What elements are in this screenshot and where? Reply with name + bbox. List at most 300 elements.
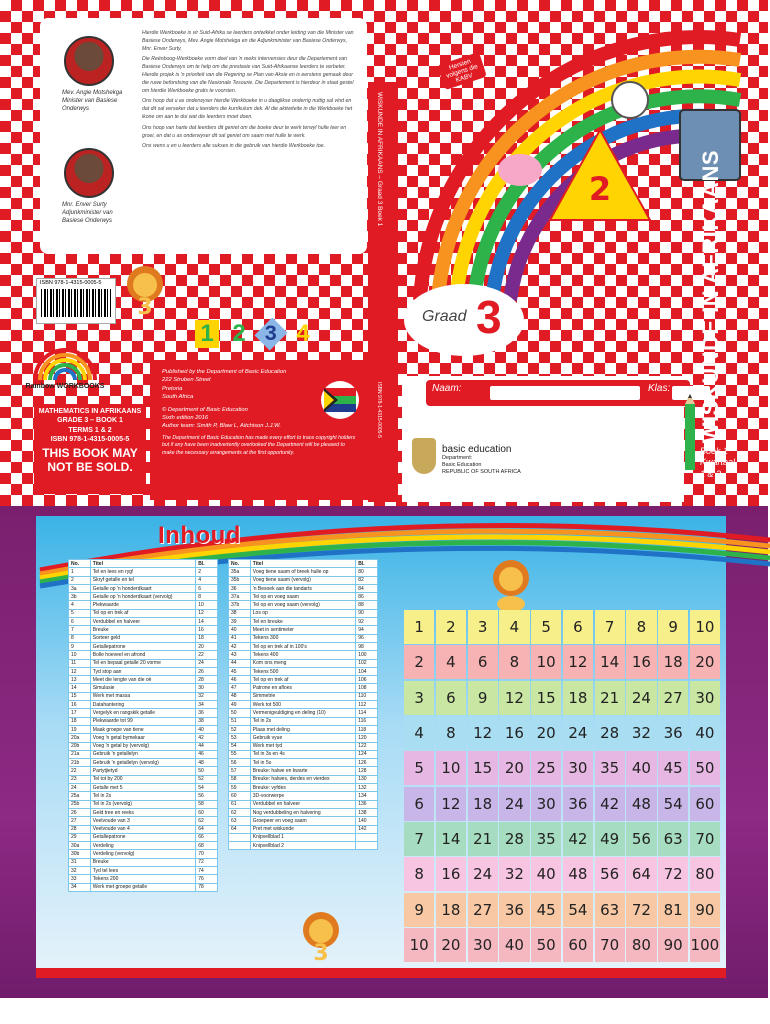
contents-cell: Getalle op 'n honderdkaart — [90, 584, 195, 592]
contents-cell: 18 — [69, 717, 91, 725]
multiplication-cell: 3 — [468, 610, 498, 644]
contents-cell: 51 — [229, 717, 251, 725]
contents-row — [69, 568, 218, 576]
contents-cell: Simmetrie — [250, 692, 355, 700]
contents-row — [69, 642, 218, 650]
contents-cell: 52 — [196, 775, 218, 783]
contents-cell: Tel op en trek af in 100's — [250, 642, 355, 650]
contents-cell: 47 — [229, 684, 251, 692]
contents-cell: 42 — [196, 734, 218, 742]
portrait-caption: Mev. Angie Motshekga Minister van Basiese Onderwys — [62, 90, 123, 112]
contents-cell: 42 — [229, 642, 251, 650]
author-line: Author team: Smith P, Blaw L, Aitchison J.J.W. — [162, 423, 281, 430]
multiplication-cell: 56 — [626, 822, 656, 856]
contents-row — [69, 618, 218, 626]
contents-cell: Breuke: halwe en kwarte — [250, 767, 355, 775]
multiplication-cell: 14 — [436, 822, 466, 856]
multiplication-cell: 15 — [468, 751, 498, 785]
terms-line: TERMS 1 & 2 — [68, 426, 112, 434]
multiplication-cell: 27 — [658, 681, 688, 715]
contents-cell: 10 — [196, 601, 218, 609]
contents-cell: Voeg 'n getal by (vervolg) — [90, 742, 195, 750]
contents-header-cell: No. — [69, 560, 91, 568]
contents-row — [69, 784, 218, 792]
contents-row — [69, 576, 218, 584]
grade-number: 3 — [476, 291, 502, 343]
contents-row — [229, 792, 378, 800]
contents-cell: Werk met tyd — [250, 742, 355, 750]
contents-cell: 30 — [196, 684, 218, 692]
contents-row — [229, 808, 378, 816]
contents-cell: Tel tot by 200 — [90, 775, 195, 783]
isbn-label: ISBN 978-1-4315-0005-5 — [40, 280, 102, 286]
contents-cell: 1 — [69, 568, 91, 576]
contents-table-body — [69, 560, 218, 892]
contents-cell: 72 — [196, 858, 218, 866]
department-logo-text — [442, 444, 521, 476]
contents-cell: 48 — [229, 692, 251, 700]
multiplication-cell: 72 — [626, 893, 656, 927]
grade-line: GRADE 3 – BOOK 1 — [57, 417, 123, 425]
name-class-bar — [426, 380, 690, 406]
book-spine — [368, 82, 398, 502]
contents-cell: Tyd tel lees — [90, 866, 195, 874]
contents-cell: 78 — [196, 883, 218, 891]
multiplication-cell: 20 — [436, 928, 466, 962]
multiplication-cell: 12 — [499, 681, 529, 715]
contents-cell: 3D-voorwerpe — [250, 792, 355, 800]
contents-row — [69, 709, 218, 717]
contents-cell: 24 — [196, 659, 218, 667]
multiplication-cell: 6 — [404, 787, 434, 821]
contents-cell: 36 — [229, 584, 251, 592]
contents-cell: 74 — [196, 866, 218, 874]
contents-cell: 56 — [229, 759, 251, 767]
contents-cell: 11 — [69, 659, 91, 667]
contents-cell: Tekens 200 — [90, 875, 195, 883]
contents-cell: Knipvellblad 2 — [250, 842, 355, 850]
multiplication-cell: 6 — [468, 645, 498, 679]
multiplication-cell: 20 — [531, 716, 561, 750]
contents-cell: Nog verdubbeling en halvering — [250, 808, 355, 816]
contents-cell: Tel in 2s — [90, 792, 195, 800]
contents-cell: 22 — [69, 767, 91, 775]
multiplication-cell: 100 — [690, 928, 720, 962]
contents-cell: 112 — [356, 701, 378, 709]
contents-cell: 18 — [196, 634, 218, 642]
contents-cell: 50 — [229, 709, 251, 717]
contents-row — [69, 609, 218, 617]
contents-cell: 35b — [229, 576, 251, 584]
contents-table-body — [229, 560, 378, 850]
contents-cell: Meet in sentimeter — [250, 626, 355, 634]
contents-header-cell: No. — [229, 560, 251, 568]
contents-row — [69, 800, 218, 808]
contents-cell: 38 — [229, 609, 251, 617]
multiplication-cell: 9 — [404, 893, 434, 927]
contents-cell: 128 — [356, 767, 378, 775]
contents-cell: Maak groepe van tiene — [90, 725, 195, 733]
name-field[interactable] — [490, 386, 640, 400]
multiplication-cell: 14 — [595, 645, 625, 679]
portrait-photo — [64, 36, 114, 86]
contents-cell: 124 — [356, 750, 378, 758]
foreword-paragraph: Ons hoop dat u as onderwyser hierdie Werkboeke in u daaglikse onderrig nuttig sal vind en dat dit sal verseker dat u leerders die kurrikulum dek. Al die aktiwiteite in die Werkboeke het ikone om aan te dui wat die leerders moet doen. — [142, 98, 353, 120]
contents-cell: Tel en bepaal getalle 20 vorme — [90, 659, 195, 667]
contents-cell: 25a — [69, 792, 91, 800]
multiplication-cell: 42 — [563, 822, 593, 856]
contents-cell: 94 — [356, 626, 378, 634]
contents-cell: 20 — [196, 642, 218, 650]
multiplication-cell: 40 — [690, 716, 720, 750]
multiplication-cell: 12 — [468, 716, 498, 750]
contents-cell: 32 — [196, 692, 218, 700]
contents-cell: Sorteer geld — [90, 634, 195, 642]
contents-row — [229, 800, 378, 808]
contents-cell: Plaas met deling — [250, 725, 355, 733]
contents-row — [229, 759, 378, 767]
contents-cell: 45 — [229, 667, 251, 675]
multiplication-cell: 32 — [626, 716, 656, 750]
contents-row — [229, 576, 378, 584]
contents-cell: Kom ons meng — [250, 659, 355, 667]
multiplication-cell: 40 — [626, 751, 656, 785]
contents-cell: Getalle op 'n honderdkaart (vervolg) — [90, 593, 195, 601]
contents-row — [229, 593, 378, 601]
contents-cell: 16 — [196, 626, 218, 634]
contents-cell: 130 — [356, 775, 378, 783]
contents-cell: 2 — [196, 568, 218, 576]
multiplication-cell: 21 — [468, 822, 498, 856]
isbn-barcode — [36, 278, 116, 324]
subject-line: MATHEMATICS IN AFRIKAANS — [38, 408, 142, 415]
contents-header-row — [229, 560, 378, 568]
multiplication-cell: 30 — [468, 928, 498, 962]
multiplication-cell: 45 — [531, 893, 561, 927]
contents-row — [229, 767, 378, 775]
contents-cell: Verdubbel en halveer — [90, 618, 195, 626]
contents-header-row — [69, 560, 218, 568]
contents-row — [229, 692, 378, 700]
publisher-line: Pretoria — [162, 385, 183, 392]
contents-cell: 40 — [196, 725, 218, 733]
contents-cell: Tel in 5s — [250, 759, 355, 767]
multiplication-cell: 4 — [436, 645, 466, 679]
contents-cell: 24 — [69, 784, 91, 792]
multiplication-cell: 20 — [690, 645, 720, 679]
contents-row — [229, 642, 378, 650]
contents-cell: 98 — [356, 642, 378, 650]
multiplication-cell: 8 — [499, 645, 529, 679]
multiplication-cell: 24 — [563, 716, 593, 750]
contents-cell: 43 — [229, 651, 251, 659]
contents-cell: Tel op en trek af — [90, 609, 195, 617]
contents-row — [229, 667, 378, 675]
contents-cell: 19 — [69, 725, 91, 733]
contents-row — [229, 568, 378, 576]
multiplication-cell: 16 — [499, 716, 529, 750]
multiplication-cell: 48 — [626, 787, 656, 821]
contents-cell: Datahantering — [90, 701, 195, 709]
department-line: Department: — [442, 455, 473, 461]
contents-cell: 26 — [69, 808, 91, 816]
multiplication-cell: 28 — [499, 822, 529, 856]
contents-cell: 5 — [69, 609, 91, 617]
contents-cell: 80 — [356, 568, 378, 576]
contents-cell: 96 — [356, 634, 378, 642]
contents-cell: 23 — [69, 775, 91, 783]
multiplication-cell: 24 — [626, 681, 656, 715]
contents-cell: 134 — [356, 792, 378, 800]
multiplication-cell: 72 — [658, 857, 688, 891]
contents-cell: 37b — [229, 601, 251, 609]
contents-cell: Partytjietyd — [90, 767, 195, 775]
contents-row — [69, 858, 218, 866]
contents-row — [69, 601, 218, 609]
contents-cell: Tel op en trek af — [250, 676, 355, 684]
multiplication-cell: 8 — [436, 716, 466, 750]
contents-cell: 142 — [356, 825, 378, 833]
contents-cell: 82 — [356, 576, 378, 584]
contents-cell: 76 — [196, 875, 218, 883]
multiplication-cell: 80 — [690, 857, 720, 891]
contents-cell: 29 — [69, 833, 91, 841]
book-line: 1 & 2 — [700, 468, 722, 479]
multiplication-cell: 54 — [658, 787, 688, 821]
contents-cell: 6 — [196, 584, 218, 592]
multiplication-cell: 70 — [690, 822, 720, 856]
multiplication-cell: 35 — [595, 751, 625, 785]
contents-row — [69, 734, 218, 742]
contents-row — [229, 784, 378, 792]
contents-cell: 14 — [69, 684, 91, 692]
contents-cell: 57 — [229, 767, 251, 775]
multiplication-cell: 30 — [563, 751, 593, 785]
contents-cell: 15 — [69, 692, 91, 700]
contents-row — [229, 750, 378, 758]
multiplication-cell: 18 — [563, 681, 593, 715]
contents-cell: 66 — [196, 833, 218, 841]
contents-cell: Verdeling — [90, 842, 195, 850]
contents-cell: 84 — [356, 584, 378, 592]
contents-cell: Tyd stop aan — [90, 667, 195, 675]
cover-title-text: WISKUNDE IN AFRIKAANS — [698, 150, 723, 444]
contents-row — [69, 725, 218, 733]
multiplication-cell: 60 — [563, 928, 593, 962]
multiplication-cell: 50 — [690, 751, 720, 785]
contents-cell: 90 — [356, 609, 378, 617]
contents-cell: Plekwaarde tot 99 — [90, 717, 195, 725]
contents-cell: 62 — [196, 817, 218, 825]
contents-row — [69, 883, 218, 891]
multiplication-cell: 7 — [404, 822, 434, 856]
contents-cell: Vermenigvuldiging en deling (10) — [250, 709, 355, 717]
contents-row — [229, 634, 378, 642]
multiplication-cell: 54 — [563, 893, 593, 927]
multiplication-cell: 10 — [690, 610, 720, 644]
contents-cell: 6 — [69, 618, 91, 626]
back-cover-panel — [42, 20, 365, 252]
contents-cell: 68 — [196, 842, 218, 850]
contents-cell: 118 — [356, 725, 378, 733]
contents-cell: Tel en lees en ryg! — [90, 568, 195, 576]
foreword-paragraph: Die Reënboog-Werkboeke vorm deel van 'n reeks intervensies deur die Departement van Basiese Onderwys om te help om die prestasie van Suid-Afrikaanse leerders te verbeter. Hierdie projek is 'n prioriteit van die Regering se Plan van Aksie en is eerstens gemaak deur die ruwe befondsing van die Nasionale Tesourie. Die Departement is hierdeur in staat gestel om hierdie Werkboeke gratis te voorsien. — [142, 56, 354, 94]
contents-cell: Knipvellblad 1 — [250, 833, 355, 841]
contents-cell: Skryf getalle en tel — [90, 576, 195, 584]
book-line: Boek 1 — [700, 446, 729, 456]
contents-cell: 8 — [69, 634, 91, 642]
contents-row — [69, 692, 218, 700]
multiplication-cell: 10 — [436, 751, 466, 785]
contents-cell: 102 — [356, 659, 378, 667]
contents-cell: Getallepatrone — [90, 833, 195, 841]
contents-row — [229, 717, 378, 725]
contents-cell: 30b — [69, 850, 91, 858]
contents-cell: 37a — [229, 593, 251, 601]
multiplication-cell: 10 — [404, 928, 434, 962]
contents-cell: Tel op en voeg saam — [250, 593, 355, 601]
contents-table-left — [68, 559, 218, 892]
contents-cell: 59 — [229, 784, 251, 792]
contents-cell: 62 — [229, 808, 251, 816]
grade-word: Graad — [422, 308, 467, 325]
contents-row — [229, 651, 378, 659]
contents-cell: 114 — [356, 709, 378, 717]
contents-cell: 4 — [196, 576, 218, 584]
number-blocks — [195, 320, 315, 348]
multiplication-cell: 36 — [499, 893, 529, 927]
contents-row — [229, 618, 378, 626]
multiplication-cell: 18 — [436, 893, 466, 927]
contents-cell: Groepeer en voeg saam — [250, 817, 355, 825]
multiplication-cell: 35 — [531, 822, 561, 856]
contents-cell: Voeg 'n getal bymekaar — [90, 734, 195, 742]
contents-cell: Voeg tiene saam (vervolg) — [250, 576, 355, 584]
contents-cell: 60 — [229, 792, 251, 800]
contents-row — [229, 742, 378, 750]
contents-cell: 46 — [229, 676, 251, 684]
contents-header-cell: Titel — [250, 560, 355, 568]
contents-cell — [229, 833, 251, 841]
contents-row — [69, 742, 218, 750]
contents-cell: 14 — [196, 618, 218, 626]
contents-cell: Geld tree en reeks — [90, 808, 195, 816]
lion-mascot-icon — [296, 908, 346, 964]
contents-row — [229, 725, 378, 733]
publisher-info — [150, 360, 368, 500]
contents-cell: Veelvoude van 3 — [90, 817, 195, 825]
isbn-line: ISBN 978-1-4315-0005-5 — [50, 436, 130, 444]
contents-row — [69, 626, 218, 634]
number-block: 1 — [195, 320, 219, 348]
foreword-paragraph: Hierdie Werkboeke is vir Suid-Afrika se leerders ontwikkel onder leiding van die Minister van Basiese Onderwys, Mev. Angie Motshekga en die Adjunkminister van Basiese Onderwys, Mnr. Enver Surty. — [142, 30, 354, 52]
multiplication-cell: 3 — [404, 681, 434, 715]
revised-badge: Hersien volgens die KABV — [437, 52, 487, 90]
contents-cell: 13 — [69, 676, 91, 684]
contents-row — [69, 866, 218, 874]
contents-cell: 12 — [196, 609, 218, 617]
contents-cell: 86 — [356, 593, 378, 601]
name-label: Naam: — [432, 383, 462, 394]
sa-flag-icon — [320, 380, 360, 420]
contents-row — [69, 817, 218, 825]
contents-cell: 2 — [69, 576, 91, 584]
contents-header-cell: Bl. — [196, 560, 218, 568]
lion-mascot-icon — [120, 262, 170, 318]
contents-cell: 55 — [229, 750, 251, 758]
contents-row — [69, 850, 218, 858]
multiplication-cell: 40 — [531, 857, 561, 891]
contents-cell: 63 — [229, 817, 251, 825]
multiplication-cell: 90 — [690, 893, 720, 927]
coat-of-arms-icon — [412, 438, 436, 474]
multiplication-cell: 8 — [404, 857, 434, 891]
contents-row — [69, 875, 218, 883]
contents-cell: 40 — [229, 626, 251, 634]
contents-cell: 8 — [196, 593, 218, 601]
multiplication-cell: 64 — [626, 857, 656, 891]
contents-cell: Tel en breuke — [250, 618, 355, 626]
contents-row — [69, 659, 218, 667]
publisher-line: South Africa — [162, 394, 194, 401]
contents-cell: 60 — [196, 808, 218, 816]
contents-cell: 58 — [229, 775, 251, 783]
contents-cell: Tekens 400 — [250, 651, 355, 659]
contents-cell — [229, 842, 251, 850]
contents-cell: 122 — [356, 742, 378, 750]
multiplication-cell: 30 — [690, 681, 720, 715]
contents-row — [229, 609, 378, 617]
contents-row — [69, 634, 218, 642]
contents-cell: Los op — [250, 609, 355, 617]
contents-cell: 20b — [69, 742, 91, 750]
spine-title: WISKUNDE IN AFRIKAANS – Graad 3 Boek 1 — [376, 92, 383, 227]
contents-row — [229, 775, 378, 783]
contents-cell: 46 — [196, 750, 218, 758]
contents-row — [229, 825, 378, 833]
contents-cell: 12 — [69, 667, 91, 675]
contents-cell: 'n Besoek aan die tandarts — [250, 584, 355, 592]
contents-cell: Werk met massa — [90, 692, 195, 700]
contents-cell: 36 — [196, 709, 218, 717]
contents-cell: Getallepatrone — [90, 642, 195, 650]
contents-row — [229, 584, 378, 592]
contents-row — [69, 584, 218, 592]
grade-badge — [404, 284, 524, 356]
contents-cell: Patrone en afloes — [250, 684, 355, 692]
contents-cell: Simulasie — [90, 684, 195, 692]
contents-cell: 22 — [196, 651, 218, 659]
cover-title — [692, 140, 752, 444]
multiplication-cell: 40 — [499, 928, 529, 962]
multiplication-cell: 32 — [499, 857, 529, 891]
multiplication-cell: 24 — [468, 857, 498, 891]
contents-cell: 3a — [69, 584, 91, 592]
contents-cell: 34 — [196, 701, 218, 709]
rainbow-logo-wordmark: Rainbow WORKBOOKS — [25, 383, 105, 390]
multiplication-cell: 1 — [404, 610, 434, 644]
contents-cell: 54 — [196, 784, 218, 792]
contents-cell: 27 — [69, 817, 91, 825]
contents-row — [69, 701, 218, 709]
contents-row — [229, 684, 378, 692]
lion-mascot-icon — [486, 556, 536, 612]
multiplication-cell: 63 — [595, 893, 625, 927]
contents-cell: 41 — [229, 634, 251, 642]
multiplication-cell: 2 — [436, 610, 466, 644]
number-block: 2 — [232, 320, 246, 347]
multiplication-cell: 10 — [531, 645, 561, 679]
